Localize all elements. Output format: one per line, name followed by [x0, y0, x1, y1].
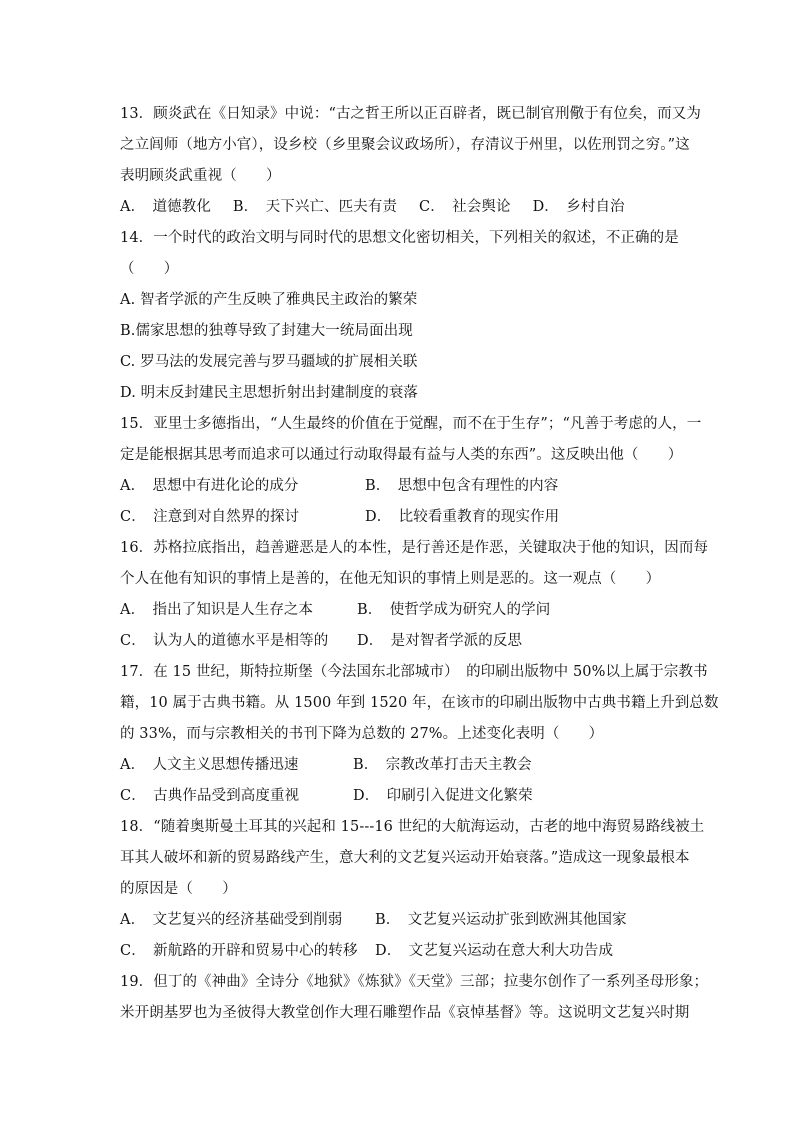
- option-a: A． 思想中有进化论的成分: [120, 478, 299, 494]
- option-d: D． 印刷引入促进文化繁荣: [353, 788, 533, 804]
- question-18: [120, 812, 705, 967]
- options-row: [120, 471, 680, 502]
- option-a: A． 指出了知识是人生存之本: [120, 602, 314, 618]
- option-b: B． 思想中包含有理性的内容: [365, 478, 559, 494]
- stem-line: 15．亚里士多德指出，“人生最终的价值在于觉醒，而不在于生存”；“凡善于考虑的人，一: [120, 416, 702, 432]
- stem-line: 的原因是（ ）: [120, 881, 237, 897]
- options-row: [120, 750, 680, 781]
- option-d: D． 乡村自治: [532, 199, 625, 215]
- options-row: [120, 626, 680, 657]
- option-c: C. 罗马法的发展完善与罗马疆域的扩展相关联: [120, 354, 418, 370]
- question-13: [120, 99, 701, 223]
- stem-line: 表明顾炎武重视（ ）: [120, 168, 281, 184]
- question-stem: [120, 533, 709, 595]
- option-a: A． 人文主义思想传播迅速: [120, 757, 299, 773]
- question-14: [120, 223, 680, 409]
- option-c: C． 社会舆论: [419, 199, 511, 215]
- question-stem: [120, 812, 705, 905]
- question-19: [120, 967, 709, 1029]
- options-row: [120, 905, 680, 936]
- options-row: [120, 595, 680, 626]
- option-d: D． 是对智者学派的反思: [357, 633, 523, 649]
- option-c: C． 认为人的道德水平是相等的: [120, 633, 329, 649]
- option-c: C． 注意到对自然界的探讨: [120, 509, 300, 525]
- stem-line: （ ）: [120, 261, 179, 277]
- stem-line: 16．苏格拉底指出，趋善避恶是人的本性，是行善还是作恶，关键取决于他的知识，因而每: [120, 540, 709, 556]
- option-a: A． 道德教化: [120, 199, 211, 215]
- option-d: D． 比较看重教育的现实作用: [365, 509, 560, 525]
- stem-line: 定是能根据其思考而追求可以通过行动取得最有益与人类的东西”。这反映出他（ ）: [120, 447, 683, 463]
- stem-line: 19．但丁的《神曲》全诗分《地狱》《炼狱》《天堂》三部；拉斐尔创作了一系列圣母形象；: [120, 974, 709, 990]
- option-b: B． 使哲学成为研究人的学问: [357, 602, 551, 618]
- option-d: D. 明末反封建民主思想折射出封建制度的衰落: [120, 385, 419, 401]
- question-stem: [120, 967, 709, 1029]
- stem-line: 的 33%，而与宗教相关的书刊下降为总数的 27%。上述变化表明（ ）: [120, 726, 604, 742]
- stem-line: 籍，10 属于古典书籍。从 1500 年到 1520 年，在该市的印刷出版物中古典书籍上升到总数: [120, 695, 719, 711]
- option-b: B． 天下兴亡、匹夫有责: [232, 199, 398, 215]
- question-list: [120, 99, 719, 1029]
- stem-line: 米开朗基罗也为圣彼得大教堂创作大理石雕塑作品《哀悼基督》等。这说明文艺复兴时期: [120, 1005, 690, 1021]
- question-15: [120, 409, 702, 533]
- stem-line: 13．顾炎武在《日知录》中说：“古之哲王所以正百辟者，既已制官刑儆于有位矣，而又为: [120, 106, 701, 122]
- stem-line: 个人在他有知识的事情上是善的，在他无知识的事情上则是恶的。这一观点（ ）: [120, 571, 661, 587]
- options-row: [120, 781, 680, 812]
- options-row: [120, 192, 680, 223]
- question-16: [120, 533, 709, 657]
- stem-line: 耳其人破坏和新的贸易路线产生，意大利的文艺复兴运动开始衰落。”造成这一现象最根本: [120, 850, 690, 866]
- option-a: A. 智者学派的产生反映了雅典民主政治的繁荣: [120, 292, 418, 308]
- question-stem: [120, 99, 701, 192]
- stem-line: 之立闾师（地方小官），设乡校（乡里聚会议政场所），存清议于州里，以佐刑罚之穷。”这: [120, 137, 690, 153]
- question-stem: [120, 223, 680, 285]
- options-row: [120, 502, 680, 533]
- options-row: [120, 936, 680, 967]
- stem-line: 14．一个时代的政治文明与同时代的思想文化密切相关，下列相关的叙述，不正确的是: [120, 230, 679, 246]
- option-a: A． 文艺复兴的经济基础受到削弱: [120, 912, 343, 928]
- option-b: B.儒家思想的独尊导致了封建大一统局面出现: [120, 323, 413, 339]
- option-c: C． 新航路的开辟和贸易中心的转移: [120, 943, 358, 959]
- stem-line: 17．在 15 世纪，斯特拉斯堡（今法国东北部城市） 的印刷出版物中 50%以上属于宗教书: [120, 664, 708, 680]
- stem-line: 18．“随着奥斯曼土耳其的兴起和 15---16 世纪的大航海运动，古老的地中海贸易路线被土: [120, 819, 705, 835]
- question-stem: [120, 657, 719, 750]
- option-d: D． 文艺复兴运动在意大利大功告成: [375, 943, 614, 959]
- option-c: C． 古典作品受到高度重视: [120, 788, 300, 804]
- option-b: B． 宗教改革打击天主教会: [353, 757, 532, 773]
- question-17: [120, 657, 719, 812]
- question-stem: [120, 409, 702, 471]
- option-b: B． 文艺复兴运动扩张到欧洲其他国家: [375, 912, 627, 928]
